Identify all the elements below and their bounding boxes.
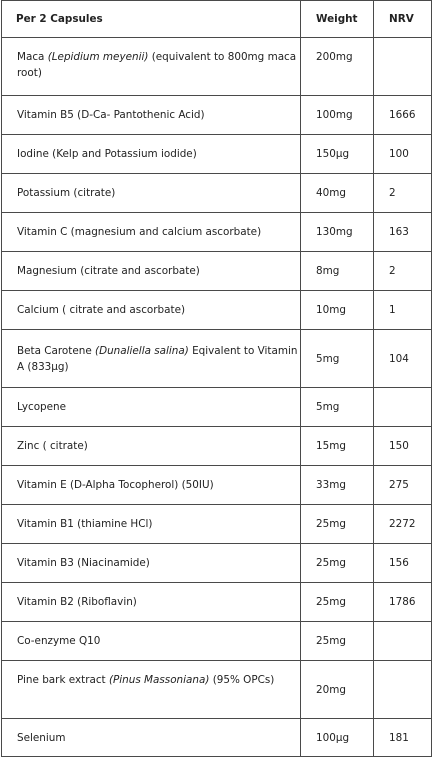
nutrient-nrv: 150	[374, 427, 432, 466]
nutrient-name	[2, 622, 301, 661]
nutrient-name-text: Vitamin B2 (Riboflavin)	[17, 596, 137, 608]
nutrient-name	[2, 719, 301, 757]
nutrient-name-text: Vitamin B3 (Niacinamide)	[17, 557, 150, 569]
nutrient-name	[2, 466, 301, 505]
nutrient-name-text: Iodine (Kelp and Potassium iodide)	[17, 148, 197, 160]
nutrient-name	[2, 96, 301, 135]
nutrient-nrv: 1	[374, 291, 432, 330]
nutrient-name-note: (95% OPCs)	[209, 674, 275, 686]
nutrient-nrv: 1786	[374, 583, 432, 622]
nutrient-name	[2, 427, 301, 466]
header-per-2-capsules: Per 2 Capsules	[2, 1, 301, 38]
nutrient-weight: 8mg	[301, 252, 374, 291]
nutrient-name-text: Maca	[17, 51, 48, 63]
nutrient-nrv: 1666	[374, 96, 432, 135]
nutrient-weight: 25mg	[301, 505, 374, 544]
table-row	[2, 213, 432, 252]
nutrient-name	[2, 583, 301, 622]
table-row	[2, 38, 432, 96]
nutrient-latin-name: (Pinus Massoniana)	[108, 674, 210, 686]
table-row	[2, 466, 432, 505]
nutrient-name-text: Beta Carotene	[17, 344, 96, 357]
nutrient-nrv: 181	[374, 719, 432, 757]
nutrient-name-text: Selenium	[17, 731, 66, 744]
nutrient-name	[2, 213, 301, 252]
nutrient-name-text: Lycopene	[17, 401, 67, 413]
nutrient-name-text: Vitamin B1 (thiamine HCl)	[17, 518, 153, 530]
nutrient-weight: 5mg	[301, 388, 374, 427]
nutrient-name	[2, 174, 301, 213]
nutrient-name	[2, 505, 301, 544]
nutrient-name	[2, 291, 301, 330]
header-nrv: NRV	[374, 1, 432, 38]
nutrient-name-note: (equivalent to 800mg maca root)	[17, 51, 297, 79]
table-row	[2, 291, 432, 330]
table-row	[2, 330, 432, 388]
table-row	[2, 719, 432, 757]
nutrient-name	[2, 388, 301, 427]
nutrient-weight: 5mg	[301, 330, 374, 388]
table-row	[2, 661, 432, 719]
table-row	[2, 252, 432, 291]
table-row	[2, 174, 432, 213]
nutrient-nrv: 275	[374, 466, 432, 505]
nutrient-nrv: 2	[374, 252, 432, 291]
nutrient-name-text: Zinc ( citrate)	[17, 440, 88, 452]
nutrient-name-note: Eqivalent to Vitamin A (833μg)	[17, 344, 298, 373]
table-row	[2, 622, 432, 661]
nutrient-name	[2, 544, 301, 583]
nutrient-name-text: Vitamin B5 (D-Ca- Pantothenic Acid)	[17, 109, 205, 121]
nutrient-weight: 25mg	[301, 544, 374, 583]
nutrient-name-text: Calcium ( citrate and ascorbate)	[17, 304, 186, 316]
table-row	[2, 505, 432, 544]
nutrient-weight: 40mg	[301, 174, 374, 213]
nutrient-name-text: Vitamin C (magnesium and calcium ascorbate)	[17, 226, 262, 238]
nutrient-weight: 25mg	[301, 622, 374, 661]
nutrient-name	[2, 330, 301, 388]
nutrient-name-text: Potassium (citrate)	[17, 187, 116, 199]
nutrient-nrv	[374, 622, 432, 661]
nutrient-name-text: Pine bark extract	[17, 674, 109, 686]
nutrient-name	[2, 135, 301, 174]
nutrient-weight: 20mg	[301, 661, 374, 719]
nutrient-weight: 33mg	[301, 466, 374, 505]
table-row	[2, 427, 432, 466]
nutrient-weight: 25mg	[301, 583, 374, 622]
nutrient-nrv: 2	[374, 174, 432, 213]
nutrient-nrv	[374, 38, 432, 96]
nutrient-name	[2, 38, 301, 96]
nutrient-weight: 130mg	[301, 213, 374, 252]
nutrient-nrv	[374, 661, 432, 719]
header-weight: Weight	[301, 1, 374, 38]
nutrient-weight: 200mg	[301, 38, 374, 96]
nutrient-nrv: 156	[374, 544, 432, 583]
nutrient-weight: 100μg	[301, 719, 374, 757]
table-row	[2, 583, 432, 622]
nutrient-weight: 15mg	[301, 427, 374, 466]
table-row	[2, 96, 432, 135]
nutrient-nrv: 100	[374, 135, 432, 174]
nutrient-name-text: Co-enzyme Q10	[17, 635, 101, 647]
table-header-row	[2, 1, 432, 38]
nutrient-name	[2, 252, 301, 291]
nutrient-nrv: 104	[374, 330, 432, 388]
nutrient-weight: 100mg	[301, 96, 374, 135]
nutrition-table	[1, 0, 432, 757]
nutrient-nrv: 2272	[374, 505, 432, 544]
nutrient-name-text: Vitamin E (D-Alpha Tocopherol) (50IU)	[17, 479, 214, 491]
table-row	[2, 388, 432, 427]
table-row	[2, 544, 432, 583]
table-row	[2, 135, 432, 174]
nutrient-latin-name: (Lepidium meyenii)	[47, 51, 149, 63]
nutrient-name-text: Magnesium (citrate and ascorbate)	[17, 265, 200, 277]
nutrient-weight: 10mg	[301, 291, 374, 330]
nutrient-nrv	[374, 388, 432, 427]
nutrient-weight: 150μg	[301, 135, 374, 174]
nutrient-latin-name: (Dunaliella salina)	[95, 344, 189, 357]
nutrient-nrv: 163	[374, 213, 432, 252]
nutrient-name	[2, 661, 301, 719]
